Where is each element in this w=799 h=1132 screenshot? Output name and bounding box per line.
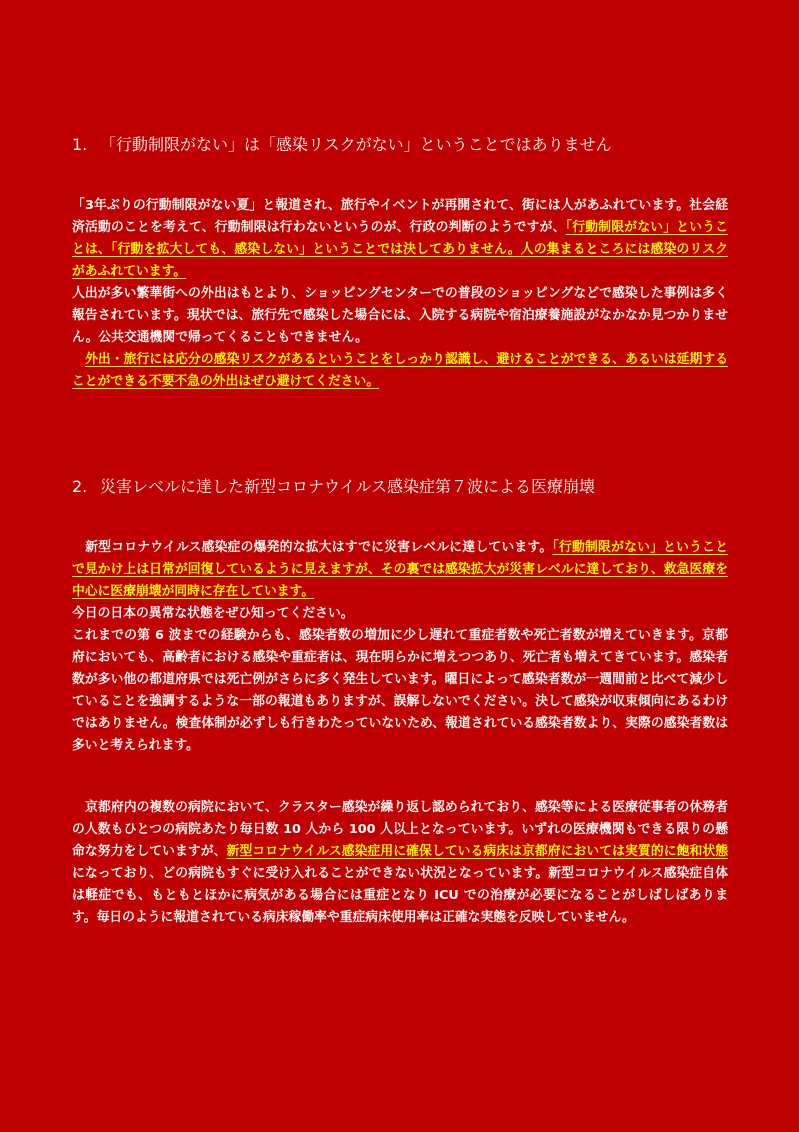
section-2-text-2: 今日の日本の異常な状態をぜひ知ってください。 — [72, 606, 354, 621]
section-1-text-2: 人出が多い繁華街への外出はもとより、ショッピングセンターでの普段のショッピングなどで感染した事例は多く報告されています。現状では、旅行先で感染した場合には、入院する病院や宿泊療養施設がなかなか見つかりません。公共交通機関で帰ってくることもできません。 — [72, 286, 728, 345]
section-1-text: 「3年ぶりの行動制限がない夏」と報道され、旅行やイベントが再開されて、街には人があふれています。社会経済活動のことを考えて、行動制限は行わないというのが、行政の判断のようですが、 — [72, 198, 728, 235]
section-2-body — [72, 537, 728, 757]
section-2-title: 災害レベルに達した新型コロナウイルス感染症第７波による医療崩壊 — [100, 477, 596, 496]
section-2-heading — [72, 476, 728, 498]
section-2-number: 2. — [72, 477, 88, 496]
section-2-text-5: になっており、どの病院もすぐに受け入れることができない状況となっています。新型コロナウイルス感染症自体は軽症でも、もともとほかに病気がある場合には重症となり ICU での治療が必要になることがしばしばあります。毎日のように報道されている病床稼働率や重症病床使用率は正確な実態を反映していません。 — [72, 866, 728, 925]
section-2-body-2 — [72, 797, 728, 929]
section-2-text: 新型コロナウイルス感染症の爆発的な拡大はすでに災害レベルに達しています。 — [85, 540, 553, 555]
section-2-text-3: これまでの第 6 波までの経験からも、感染者数の増加に少し遅れて重症者数や死亡者数が増えていきます。京都府においても、高齢者における感染や重症者は、現在明らかに増えつつあり、死亡者も増えてきています。感染者数が多い他の都道府県では死亡例がさらに多く発生しています。曜日によって感染者数が一週間前と比べて減少していることを強調するような一部の報道もありますが、誤解しないでください。決して感染が収束傾向にあるわけではありません。検査体制が必ずしも行きわたっていないため、報道されている感染者数より、実際の感染者数は多いと考えられます。 — [72, 628, 728, 753]
section-1-highlight: 「行動制限がない」ということは、「行動を拡大しても、感染しない」ということでは決してありません。人の集まるところには感染のリスクがあふれています。 — [72, 220, 729, 279]
section-1-title: 「行動制限がない」は「感染リスクがない」ということではありません — [100, 135, 612, 154]
section-2-text-4: 京都府内の複数の病院において、クラスター感染が繰り返し認められており、感染等による医療従事者の休務者の人数もひとつの病院あたり毎日数 10 人から 100 人以上となっています。いずれの医療機関もできる限りの懸命な努力をしていますが、 — [72, 800, 728, 859]
section-1-highlight-2: 外出・旅行には応分の感染リスクがあるということをしっかり認識し、避けることができる、あるいは延期することができる不要不急の外出はぜひ避けてください。 — [72, 352, 728, 389]
section-2-highlight-2: 新型コロナウイルス感染症用に確保している病床は京都府においては実質的に飽和状態 — [226, 844, 729, 859]
section-1-body — [72, 195, 728, 393]
section-2-highlight: 「行動制限がない」ということで見かけ上は日常が回復しているように見えますが、その裏では感染拡大が災害レベルに達しており、救急医療を中心に医療崩壊が同時に存在しています。 — [72, 540, 728, 599]
section-1-heading — [72, 134, 728, 156]
section-1-number: 1. — [72, 135, 88, 154]
